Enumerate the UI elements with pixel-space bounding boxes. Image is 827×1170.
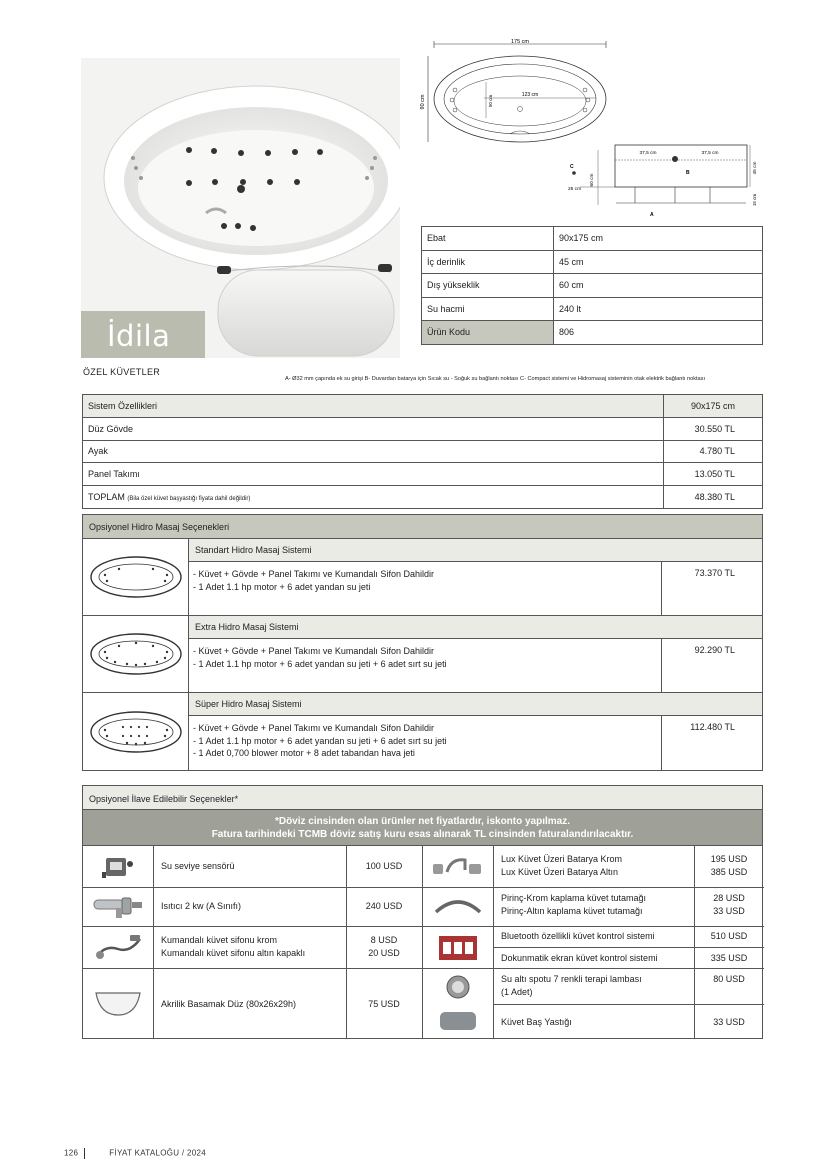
hydro-system-price: 112.480 TL bbox=[690, 722, 735, 732]
hydro-line: - 1 Adet 0,700 blower motor + 8 adet tabandan hava jeti bbox=[193, 748, 415, 758]
hydro-system-standard bbox=[83, 539, 762, 616]
hydro-thumbnail bbox=[83, 616, 189, 692]
hydro-line: - 1 Adet 1.1 hp motor + 6 adet yandan su jeti bbox=[193, 581, 371, 592]
total-note: (Bila özel küvet başyastığı fiyata dahil değildir) bbox=[127, 496, 251, 503]
mark-c: C bbox=[570, 164, 574, 170]
option-label: Su seviye sensörü bbox=[161, 861, 235, 871]
spec-value: 90x175 cm bbox=[554, 227, 763, 251]
hydro-line: - 1 Adet 1.1 hp motor + 6 adet yandan su jeti + 6 adet sırt su jeti bbox=[193, 658, 447, 669]
pricing-row-value: 4.780 TL bbox=[664, 440, 763, 463]
height-dimension-label: 90 cm bbox=[420, 94, 426, 110]
option-price-secondary: 33 USD bbox=[713, 906, 745, 916]
hydro-thumbnail bbox=[83, 539, 189, 615]
total-label: TOPLAM bbox=[88, 492, 125, 503]
tub-outline-icon bbox=[89, 710, 183, 754]
mark-a: A bbox=[650, 212, 654, 218]
pricing-total-label bbox=[83, 486, 664, 509]
spec-label: Ebat bbox=[422, 227, 554, 251]
hydro-system-super bbox=[83, 693, 762, 770]
spec-label: Ürün Kodu bbox=[422, 321, 554, 345]
remote-drain-icon bbox=[88, 930, 148, 964]
inner-width-label: 50 cm bbox=[488, 94, 493, 108]
pricing-row-value: 13.050 TL bbox=[664, 463, 763, 486]
hydro-system-description bbox=[189, 716, 662, 770]
options-grid bbox=[83, 846, 762, 1038]
option-price: 100 USD bbox=[365, 861, 403, 871]
hydro-system-title: Extra Hidro Masaj Sistemi bbox=[189, 616, 762, 639]
total-height-label: 60 cm bbox=[590, 173, 595, 187]
hydro-system-description bbox=[189, 639, 662, 692]
spec-table bbox=[421, 226, 763, 345]
hydro-line: - Küvet + Gövde + Panel Takımı ve Kumandalı Sifon Dahildir bbox=[193, 723, 434, 733]
pricing-row-label: Düz Gövde bbox=[83, 417, 664, 440]
option-label: Akrilik Basamak Düz (80x26x29h) bbox=[161, 999, 297, 1009]
option-label: Pirinç-Krom kaplama küvet tutamağı bbox=[501, 893, 647, 903]
spec-label: Su hacmi bbox=[422, 297, 554, 321]
tub-outline-icon bbox=[89, 555, 183, 599]
spec-label: Dış yükseklik bbox=[422, 274, 554, 298]
pricing-table bbox=[82, 394, 763, 509]
ground-label: 25 cm bbox=[568, 187, 582, 192]
hydro-system-price: 92.290 TL bbox=[694, 645, 735, 655]
option-label: Lux Küvet Üzeri Batarya Krom bbox=[501, 854, 623, 864]
pricing-header-value: 90x175 cm bbox=[664, 395, 763, 418]
mark-b: B bbox=[686, 170, 690, 176]
option-label: Isıtıcı 2 kw (A Sınıfı) bbox=[161, 901, 242, 911]
option-price: 240 USD bbox=[365, 901, 403, 911]
technical-drawing-top-view bbox=[420, 38, 614, 148]
section-label: ÖZEL KÜVETLER bbox=[83, 367, 161, 377]
option-price: 80 USD bbox=[713, 974, 745, 984]
product-name-badge: İdila bbox=[81, 311, 205, 358]
catalog-title: FİYAT KATALOĞU / 2024 bbox=[109, 1148, 206, 1158]
water-level-sensor-icon bbox=[88, 850, 148, 884]
width-dimension-label: 175 cm bbox=[510, 39, 530, 45]
spec-value: 60 cm bbox=[554, 274, 763, 298]
bottom-height-label: 15 cm bbox=[752, 193, 757, 207]
technical-drawing-side-view bbox=[560, 140, 765, 220]
inner-length-label: 123 cm bbox=[521, 92, 539, 98]
pricing-total-value: 48.380 TL bbox=[664, 486, 763, 509]
option-label: Bluetooth özellikli küvet kontrol sistemi bbox=[501, 931, 655, 941]
spec-value: 45 cm bbox=[554, 250, 763, 274]
option-label-secondary: Lux Küvet Üzeri Batarya Altın bbox=[501, 867, 619, 877]
option-label-secondary: Kumandalı küvet sifonu altın kapaklı bbox=[161, 948, 306, 958]
page-number: 126 bbox=[64, 1148, 79, 1158]
option-price-secondary: 20 USD bbox=[368, 948, 400, 958]
options-title: Opsiyonel İlave Edilebilir Seçenekler* bbox=[83, 786, 762, 810]
option-label: Su altı spotu 7 renkli terapi lambası bbox=[501, 974, 642, 984]
product-photo bbox=[81, 58, 400, 358]
hydro-line: - 1 Adet 1.1 hp motor + 6 adet yandan su jeti + 6 adet sırt su jeti bbox=[193, 735, 447, 746]
head-pillow-icon bbox=[427, 1007, 489, 1035]
pricing-row-label: Panel Takımı bbox=[83, 463, 664, 486]
option-label: Kumandalı küvet sifonu krom bbox=[161, 935, 278, 945]
notice-line: Fatura tarihindeki TCMB döviz satış kuru esas alınarak TL cinsinden faturalandırılacaktır. bbox=[211, 829, 634, 840]
hydro-system-description bbox=[189, 562, 662, 615]
option-label-secondary: Pirinç-Altın kaplama küvet tutamağı bbox=[501, 906, 643, 916]
grab-handle-icon bbox=[427, 891, 489, 923]
hydro-system-title: Standart Hidro Masaj Sistemi bbox=[189, 539, 762, 562]
depth-label: 45 cm bbox=[753, 161, 758, 175]
pricing-row-value: 30.550 TL bbox=[664, 417, 763, 440]
notice-line: *Döviz cinsinden olan ürünler net fiyatlardır, iskonto yapılmaz. bbox=[274, 816, 571, 827]
hydro-system-price: 73.370 TL bbox=[694, 568, 735, 578]
spec-value: 806 bbox=[554, 321, 763, 345]
pricing-header-label: Sistem Özellikleri bbox=[83, 395, 664, 418]
hydro-massage-section bbox=[82, 514, 763, 771]
option-price: 28 USD bbox=[713, 893, 745, 903]
hydro-line: - Küvet + Gövde + Panel Takımı ve Kumandalı Sifon Dahildir bbox=[193, 646, 434, 656]
spec-value: 240 lt bbox=[554, 297, 763, 321]
heater-icon bbox=[88, 891, 148, 923]
option-price: 335 USD bbox=[710, 953, 748, 963]
control-panel-icon bbox=[427, 930, 489, 966]
page-footer bbox=[64, 1148, 206, 1159]
hydro-line: - Küvet + Gövde + Panel Takımı ve Kumandalı Sifon Dahildir bbox=[193, 569, 434, 579]
side-right-label: 37,5 cm bbox=[701, 151, 719, 156]
hydro-system-extra bbox=[83, 616, 762, 693]
option-label: Küvet Baş Yastığı bbox=[501, 1017, 572, 1027]
option-label-secondary: (1 Adet) bbox=[501, 987, 533, 997]
spec-label: İç derinlik bbox=[422, 250, 554, 274]
option-price: 195 USD bbox=[710, 854, 748, 864]
hydro-thumbnail bbox=[83, 693, 189, 770]
faucet-icon bbox=[427, 850, 489, 884]
acrylic-step-icon bbox=[88, 973, 148, 1033]
hydro-system-title: Süper Hidro Masaj Sistemi bbox=[189, 693, 762, 716]
currency-notice bbox=[83, 810, 762, 846]
legend-note: A- Ø32 mm çapında ek su girişi B- Duvardan batarya için Sıcak su - Soğuk su bağlantı noktası C- Compact sistemi ve Hidromasaj sisteminin otak elektrik bağlantı noktası bbox=[285, 376, 706, 382]
tub-outline-icon bbox=[89, 632, 183, 676]
option-label: Dokunmatik ekran küvet kontrol sistemi bbox=[501, 953, 658, 963]
option-price: 510 USD bbox=[710, 931, 748, 941]
option-price-secondary: 385 USD bbox=[710, 867, 748, 877]
hydro-section-title: Opsiyonel Hidro Masaj Seçenekleri bbox=[83, 515, 762, 539]
side-left-label: 37,5 cm bbox=[639, 151, 657, 156]
pricing-row-label: Ayak bbox=[83, 440, 664, 463]
underwater-light-icon bbox=[427, 972, 489, 1002]
option-price: 75 USD bbox=[368, 999, 400, 1009]
options-section bbox=[82, 785, 763, 1039]
option-price: 33 USD bbox=[713, 1017, 745, 1027]
option-price: 8 USD bbox=[370, 935, 398, 945]
